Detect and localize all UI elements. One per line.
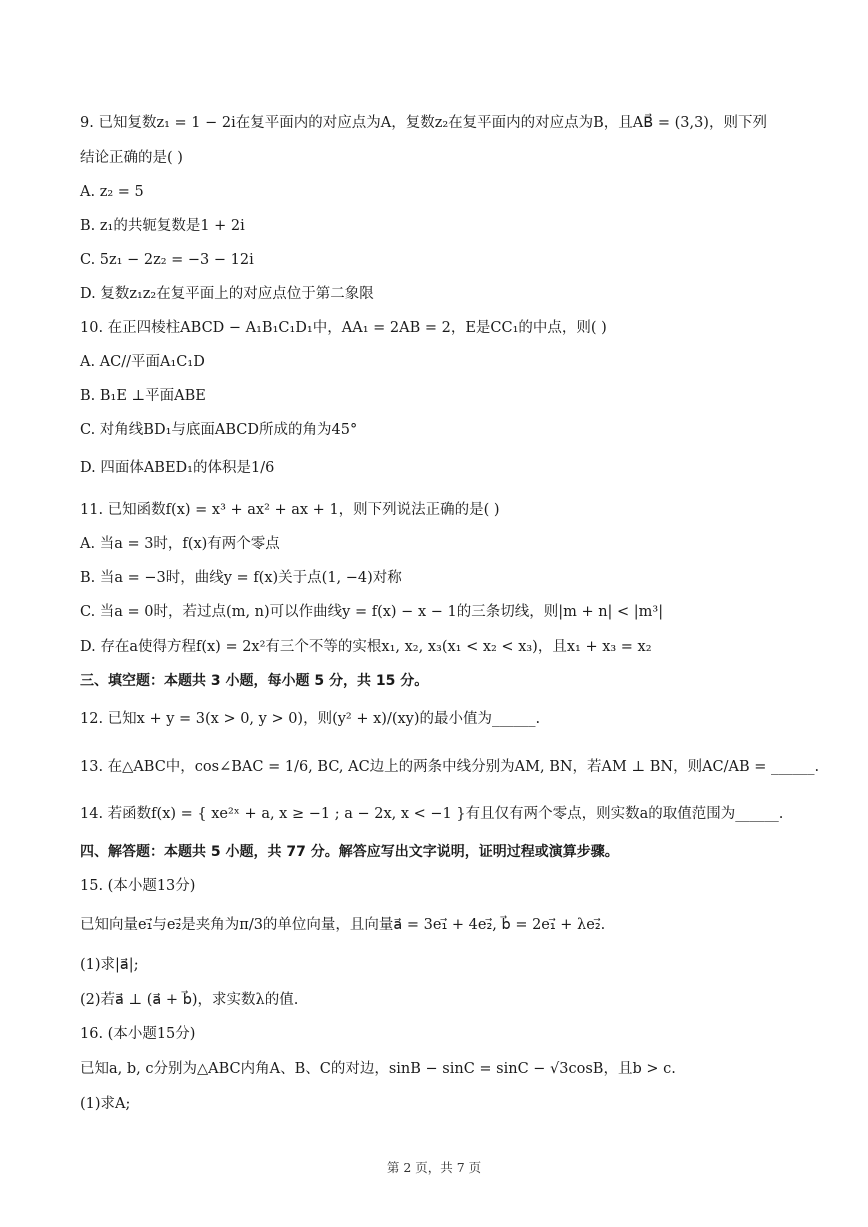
line-9: C. 对角线BD₁与底面ABCD所成的角为45° [80,422,358,438]
line-7: A. AC//平面A₁C₁D [80,354,205,370]
line-22: 已知向量e₁⃗与e₂⃗是夹角为π/3的单位向量，且向量a⃗ = 3e₁⃗ + 4e₂⃗, b⃗ = 2e₁⃗ + λe₂⃗. [80,917,606,933]
line-5: D. 复数z₁z₂在复平面上的对应点位于第二象限 [80,286,374,302]
line-10: D. 四面体ABED₁的体积是1/6 [80,460,275,476]
line-0: 9. 已知复数z₁ = 1 − 2i在复平面内的对应点为A，复数z₂在复平面内的对应点为B，且AB⃗ = (3,3)，则下列 [80,115,767,131]
line-2: A. z₂ = 5 [80,184,144,200]
line-24: (2)若a⃗ ⊥ (a⃗ + b⃗)，求实数λ的值. [80,992,299,1008]
line-18: 13. 在△ABC中，cos∠BAC = 1/6, BC, AC边上的两条中线分别为AM, BN，若AM ⊥ BN，则AC/AB = ______. [80,759,820,775]
line-19: 14. 若函数f(x) = { xe²ˣ + a, x ≥ −1 ; a − 2x, x < −1 }有且仅有两个零点，则实数a的取值范围为______. [80,806,784,822]
line-4: C. 5z₁ − 2z₂ = −3 − 12i [80,252,254,268]
page-footer: 第 2 页，共 7 页 [386,1160,482,1175]
line-21: 15. (本小题13分) [80,878,196,894]
line-6: 10. 在正四棱柱ABCD − A₁B₁C₁D₁中，AA₁ = 2AB = 2，E是CC₁的中点，则( ) [80,320,607,336]
line-27: (1)求A; [80,1096,131,1112]
line-13: B. 当a = −3时，曲线y = f(x)关于点(1, −4)对称 [80,570,402,586]
line-26: 已知a, b, c分别为△ABC内角A、B、C的对边，sinB − sinC = sinC − √3cosB，且b > c. [80,1061,676,1077]
section-heading-fill: 三、填空题：本题共 3 小题，每小题 5 分，共 15 分。 [80,673,429,689]
line-17: 12. 已知x + y = 3(x > 0, y > 0)，则(y² + x)/(xy)的最小值为______. [80,711,541,727]
line-14: C. 当a = 0时，若过点(m, n)可以作曲线y = f(x) − x − 1的三条切线，则|m + n| < |m³| [80,604,664,620]
line-12: A. 当a = 3时，f(x)有两个零点 [80,536,280,552]
section-heading-answer: 四、解答题：本题共 5 小题，共 77 分。解答应写出文字说明，证明过程或演算步骤。 [80,844,619,860]
line-23: (1)求|a⃗|; [80,957,139,973]
line-15: D. 存在a使得方程f(x) = 2x²有三个不等的实根x₁, x₂, x₃(x₁ < x₂ < x₃)，且x₁ + x₃ = x₂ [80,639,652,655]
line-3: B. z₁的共轭复数是1 + 2i [80,218,245,234]
line-8: B. B₁E ⊥平面ABE [80,388,206,404]
line-1: 结论正确的是( ) [80,150,183,166]
line-11: 11. 已知函数f(x) = x³ + ax² + ax + 1，则下列说法正确的是( ) [80,502,500,518]
line-25: 16. (本小题15分) [80,1026,196,1042]
